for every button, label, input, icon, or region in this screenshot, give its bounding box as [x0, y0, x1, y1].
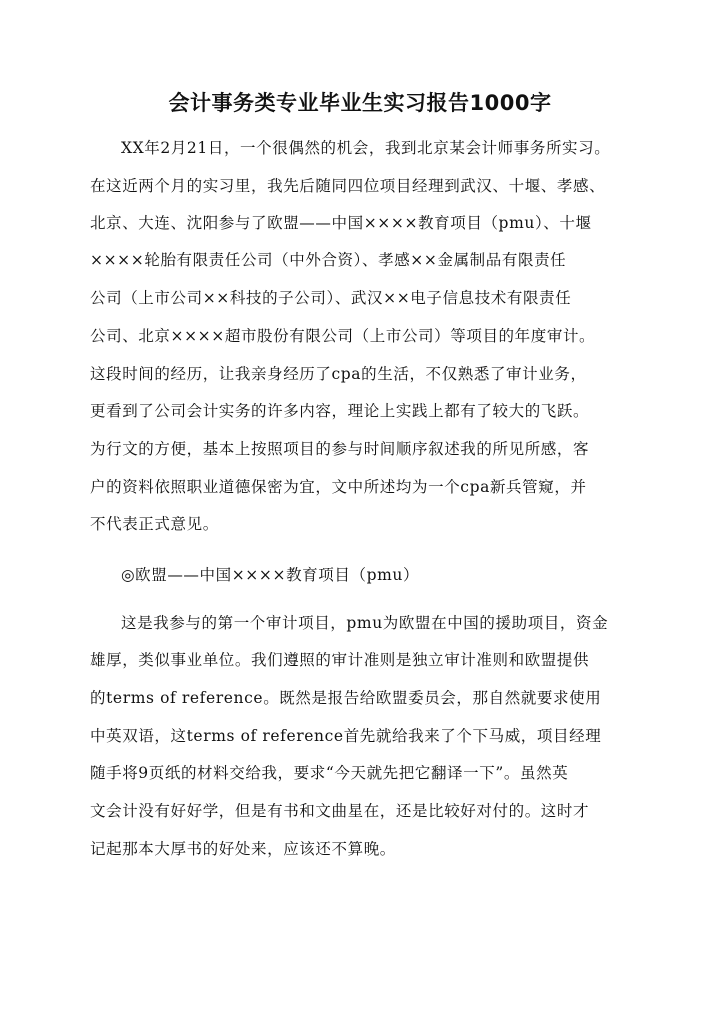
- paragraph-1-line-3: 北京、大连、沈阳参与了欧盟——中国××××教育项目（pmu）、十堰: [90, 214, 592, 232]
- paragraph-1-line-7: 这段时间的经历，让我亲身经历了cpa的生活，不仅熟悉了审计业务，: [90, 365, 587, 383]
- paragraph-1-line-11: 不代表正式意见。: [90, 515, 219, 533]
- paragraph-2-line-3: 的terms of reference。既然是报告给欧盟委员会，那自然就要求使用: [90, 689, 602, 707]
- paragraph-2-line-1: 这是我参与的第一个审计项目，pmu为欧盟在中国的援助项目，资金: [121, 614, 609, 632]
- paragraph-1-line-6: 公司、北京××××超市股份有限公司（上市公司）等项目的年度审计。: [90, 327, 596, 345]
- paragraph-2-line-4: 中英双语，这terms of reference首先就给我来了个下马威，项目经理: [90, 727, 602, 745]
- paragraph-2-line-5: 随手将9页纸的材料交给我，要求“今天就先把它翻译一下”。虽然英: [90, 764, 569, 782]
- document-title: 会计事务类专业毕业生实习报告1000字: [168, 91, 552, 115]
- paragraph-1-line-10: 户的资料依照职业道德保密为宜，文中所述均为一个cpa新兵管窥，并: [90, 478, 587, 496]
- paragraph-1-line-2: 在这近两个月的实习里，我先后随同四位项目经理到武汉、十堰、孝感、: [90, 177, 606, 195]
- paragraph-1-line-1: XX年2月21日，一个很偶然的机会，我到北京某会计师事务所实习。: [121, 139, 611, 157]
- section-heading: ◎欧盟——中国××××教育项目（pmu）: [121, 566, 420, 584]
- paragraph-1-line-9: 为行文的方便，基本上按照项目的参与时间顺序叙述我的所见所感，客: [90, 440, 590, 458]
- paragraph-2-line-2: 雄厚，类似事业单位。我们遵照的审计准则是独立审计准则和欧盟提供: [90, 651, 590, 669]
- paragraph-1-line-8: 更看到了公司会计实务的许多内容，理论上实践上都有了较大的飞跃。: [90, 402, 590, 420]
- paragraph-2-line-6: 文会计没有好好学，但是有书和文曲星在，还是比较好对付的。这时才: [90, 802, 590, 820]
- paragraph-1-line-5: 公司（上市公司××科技的子公司）、武汉××电子信息技术有限责任: [90, 289, 572, 307]
- paragraph-1-line-4: ××××轮胎有限责任公司（中外合资）、孝感××金属制品有限责任: [90, 251, 567, 269]
- paragraph-2-line-7: 记起那本大厚书的好处来，应该还不算晚。: [90, 840, 396, 858]
